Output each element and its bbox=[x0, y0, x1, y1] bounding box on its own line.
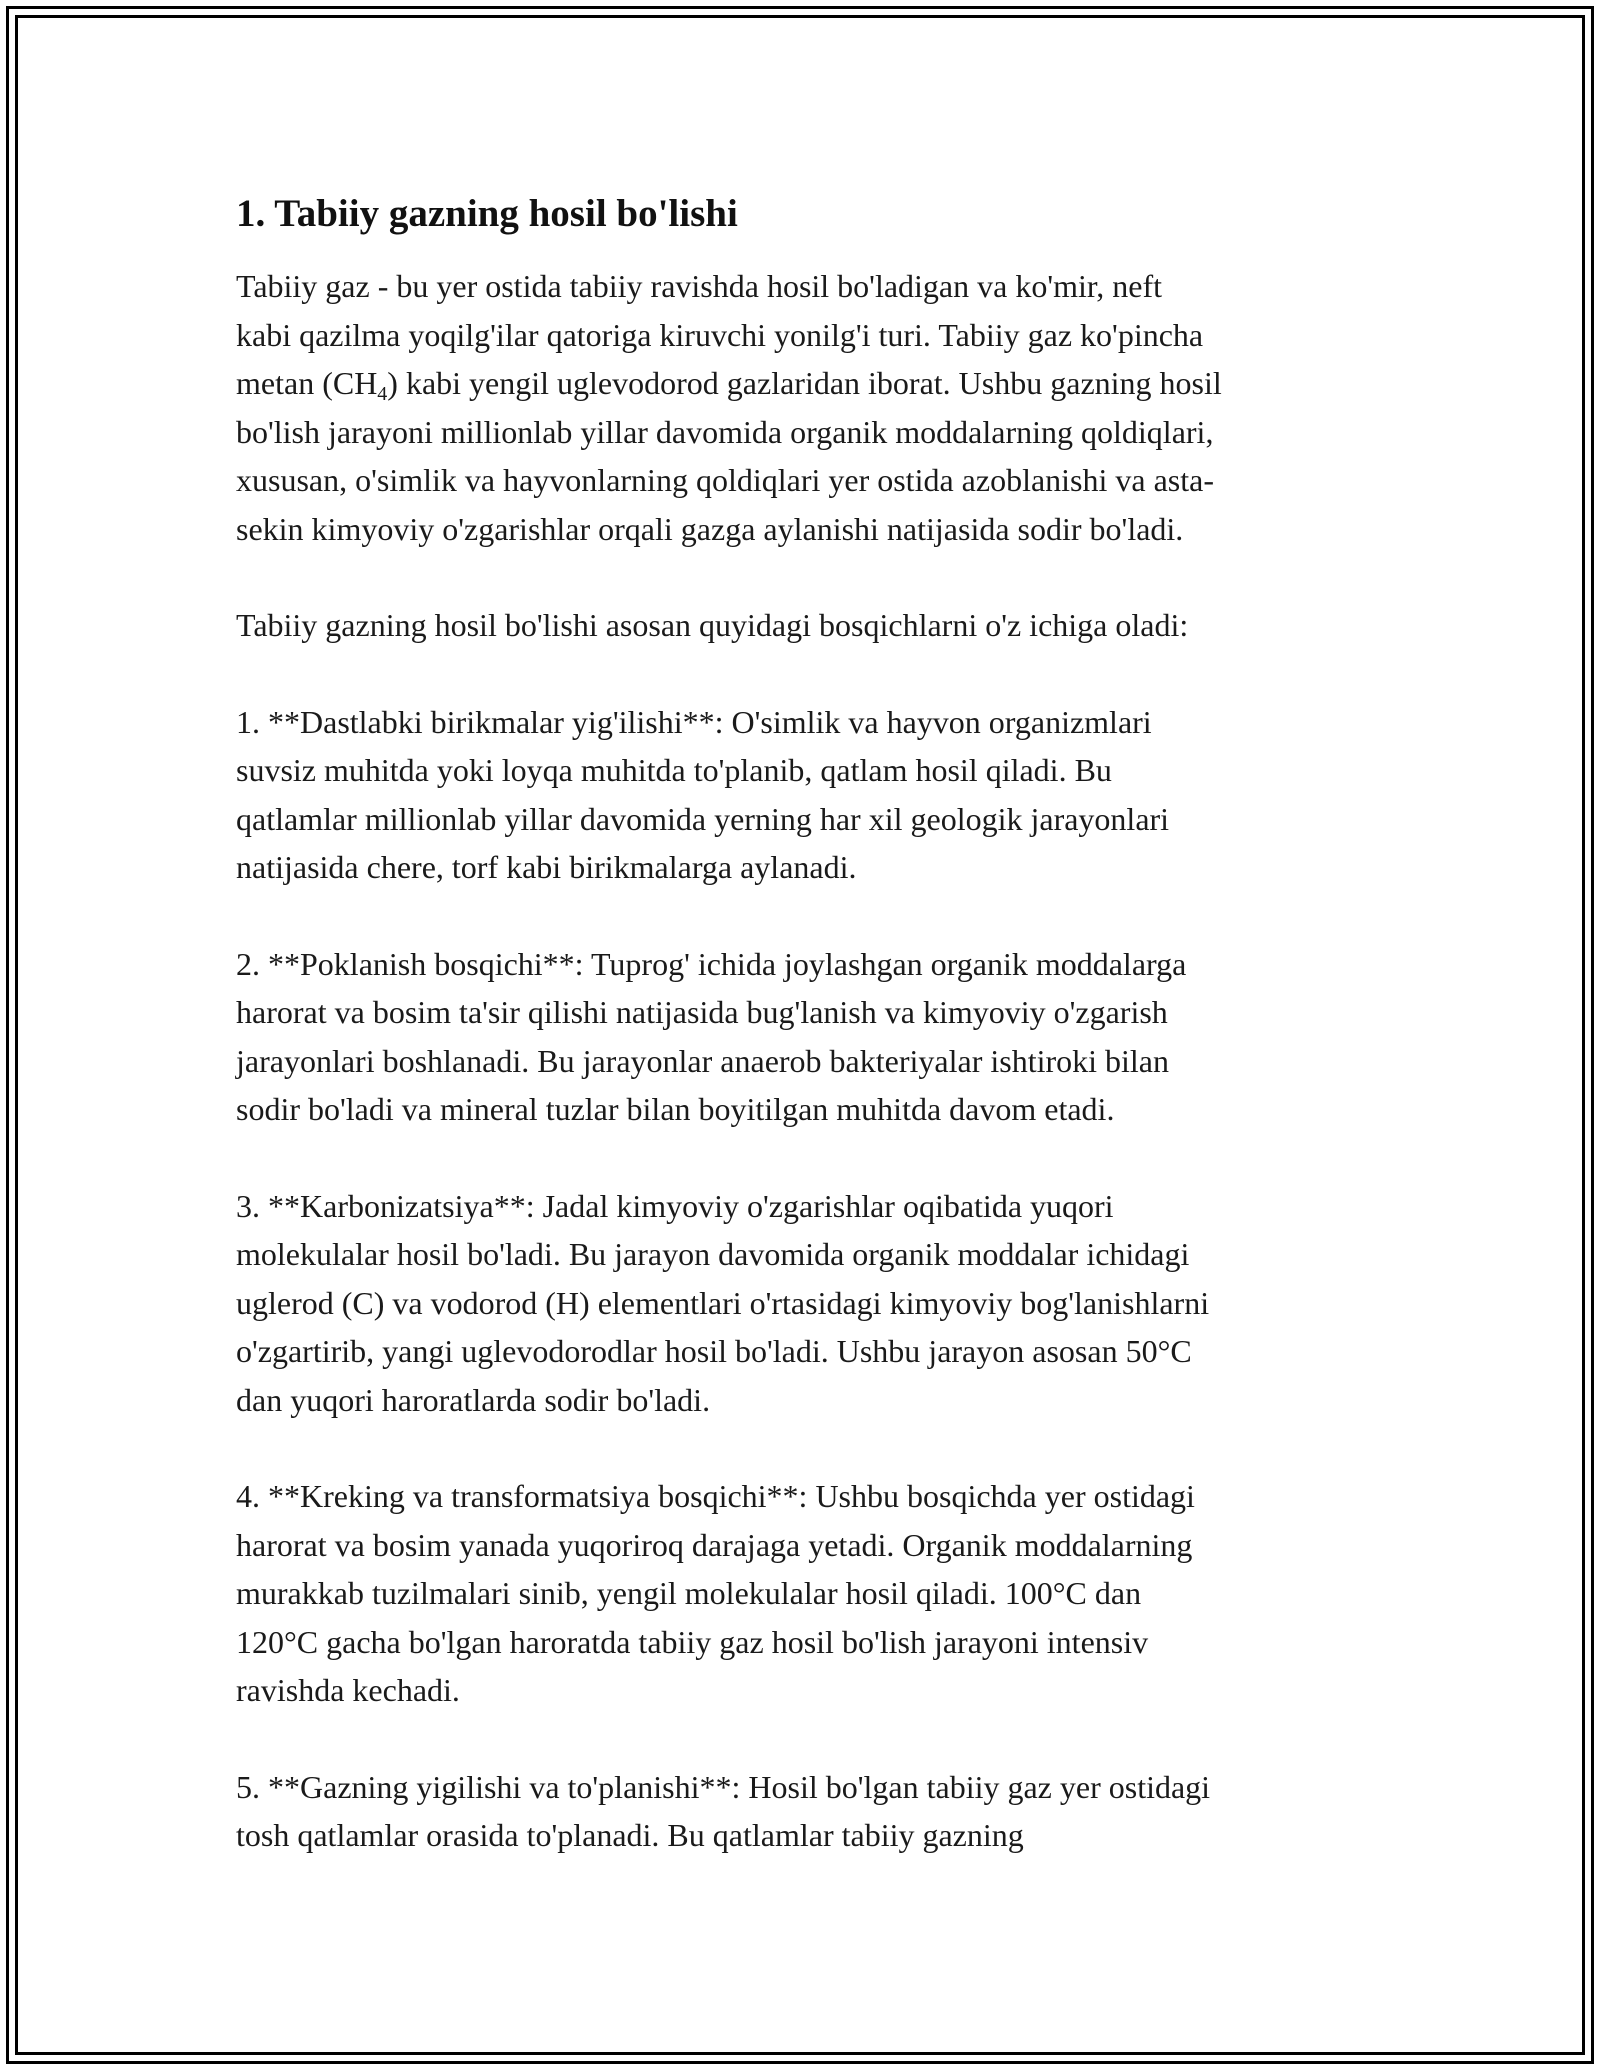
stage-line: jarayonlari boshlanadi. Bu jarayonlar anaerob bakteriyalar ishtiroki bilan bbox=[236, 1042, 1169, 1079]
stage-paragraph-1 bbox=[236, 698, 1376, 892]
stage-line: murakkab tuzilmalari sinib, yengil molekulalar hosil qiladi. 100°C dan bbox=[236, 1575, 1142, 1611]
stage-line: dan yuqori haroratlarda sodir bo'ladi. bbox=[236, 1381, 711, 1418]
intro-line: bo'lish jarayoni millionlab yillar davomida organik moddalarning qoldiqlari, bbox=[236, 413, 1214, 450]
intro-line: sekin kimyoviy o'zgarishlar orqali gazga aylanishi natijasida sodir bo'ladi. bbox=[236, 510, 1184, 547]
stage-line: uglerod (C) va vodorod (H) elementlari o'rtasidagi kimyoviy bog'lanishlarni bbox=[236, 1284, 1210, 1321]
formula-subscript: 4 bbox=[377, 383, 388, 405]
formula-prefix: metan (CH bbox=[236, 365, 378, 401]
stages-intro-line: Tabiiy gazning hosil bo'lishi asosan quyidagi bosqichlarni o'z ichiga oladi: bbox=[236, 607, 1189, 643]
intro-line: kabi qazilma yoqilg'ilar qatoriga kiruvchi yonilg'i turi. Tabiiy gaz ko'pincha bbox=[236, 316, 1204, 353]
formula-suffix: ) kabi yengil uglevodorod gazlaridan iborat. Ushbu gazning hosil bbox=[387, 365, 1222, 401]
stages-intro-paragraph bbox=[236, 601, 1376, 650]
stage-line: suvsiz muhitda yoki loyqa muhitda to'planib, qatlam hosil qiladi. Bu bbox=[236, 752, 1112, 788]
intro-line: xususan, o'simlik va hayvonlarning qoldiqlari yer ostida azoblanishi va asta- bbox=[236, 462, 1214, 498]
stage-line: qatlamlar millionlab yillar davomida yerning har xil geologik jarayonlari bbox=[236, 800, 1170, 837]
stage-line: 3. **Karbonizatsiya**: Jadal kimyoviy o'zgarishlar oqibatida yuqori bbox=[236, 1187, 1114, 1224]
stage-line: 4. **Kreking va transformatsiya bosqichi**: Ushbu bosqichda yer ostidagi bbox=[236, 1478, 1195, 1514]
stage-line: sodir bo'ladi va mineral tuzlar bilan boyitilgan muhitda davom etadi. bbox=[236, 1091, 1115, 1127]
stage-paragraph-3 bbox=[236, 1182, 1376, 1425]
stage-line: natijasida chere, torf kabi birikmalarga aylanadi. bbox=[236, 849, 857, 885]
stage-line: o'zgartirib, yangi uglevodorodlar hosil bo'ladi. Ushbu jarayon asosan 50°C bbox=[236, 1333, 1192, 1369]
document-body bbox=[236, 186, 1376, 1860]
stage-line: ravishda kechadi. bbox=[236, 1672, 460, 1708]
stage-line: tosh qatlamlar orasida to'planadi. Bu qatlamlar tabiiy gazning bbox=[236, 1817, 1024, 1853]
stage-line: 120°C gacha bo'lgan haroratda tabiiy gaz hosil bo'lish jarayoni intensiv bbox=[236, 1623, 1149, 1660]
stage-line: harorat va bosim yanada yuqoriroq darajaga yetadi. Organik moddalarning bbox=[236, 1526, 1193, 1563]
intro-line-formula bbox=[236, 359, 1376, 408]
stage-line: 2. **Poklanish bosqichi**: Tuprog' ichida joylashgan organik moddalarga bbox=[236, 945, 1187, 982]
intro-line: Tabiiy gaz - bu yer ostida tabiiy ravishda hosil bo'ladigan va ko'mir, neft bbox=[236, 268, 1162, 304]
intro-paragraph bbox=[236, 262, 1376, 553]
stage-line: 1. **Dastlabki birikmalar yig'ilishi**: O'simlik va hayvon organizmlari bbox=[236, 703, 1152, 740]
stage-line: harorat va bosim ta'sir qilishi natijasida bug'lanish va kimyoviy o'zgarish bbox=[236, 994, 1168, 1030]
stage-paragraph-2 bbox=[236, 940, 1376, 1134]
stage-paragraph-4 bbox=[236, 1472, 1376, 1715]
stage-line: molekulalar hosil bo'ladi. Bu jarayon davomida organik moddalar ichidagi bbox=[236, 1236, 1190, 1272]
stage-paragraph-5 bbox=[236, 1763, 1376, 1860]
section-heading: 1. Tabiiy gazning hosil bo'lishi bbox=[236, 192, 738, 235]
stage-line: 5. **Gazning yigilishi va to'planishi**: Hosil bo'lgan tabiiy gaz yer ostidagi bbox=[236, 1768, 1211, 1805]
